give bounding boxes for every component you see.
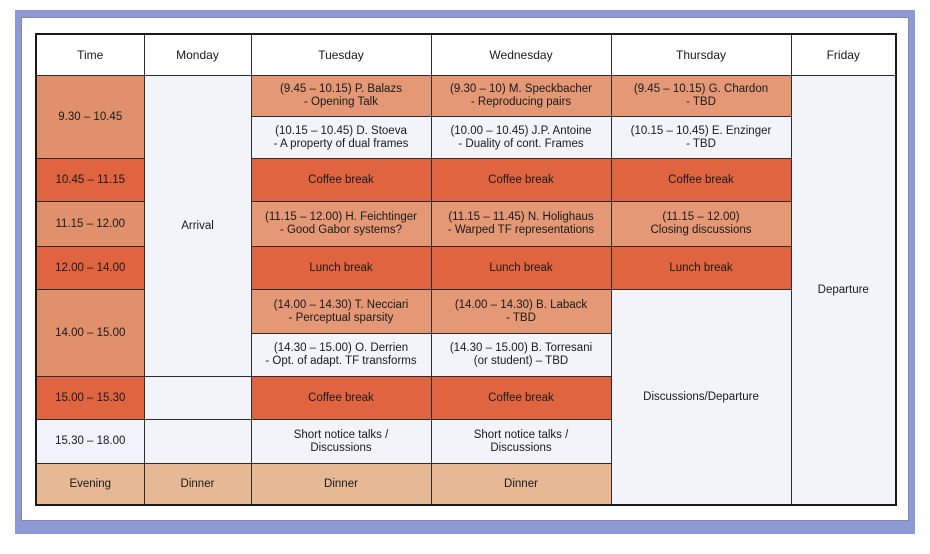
monday-dinner: Dinner	[144, 464, 251, 506]
talk-line: (11.15 – 12.00)	[662, 211, 740, 223]
wednesday-coffee-2: Coffee break	[431, 377, 611, 420]
wednesday-dinner: Dinner	[431, 464, 611, 506]
wednesday-coffee-1: Coffee break	[431, 159, 611, 202]
tuesday-coffee-2: Coffee break	[251, 377, 431, 420]
thursday-lunch: Lunch break	[611, 247, 791, 290]
header-tuesday: Tuesday	[251, 34, 431, 76]
talk-line: (11.15 – 11.45) N. Holighaus	[448, 211, 594, 223]
tuesday-lunch: Lunch break	[251, 247, 431, 290]
monday-blank	[144, 377, 251, 420]
talk-line: Discussions	[310, 441, 372, 454]
talk-line: Short notice talks /	[473, 428, 569, 441]
wednesday-talk-5	[431, 334, 611, 377]
talk-line: - TBD	[686, 96, 716, 108]
friday-departure: Departure	[791, 76, 896, 506]
tuesday-coffee-1: Coffee break	[251, 159, 431, 202]
header-wednesday: Wednesday	[431, 34, 611, 76]
talk-line: Discussions	[490, 441, 552, 454]
talk-line: (10.00 – 10.45) J.P. Antoine	[450, 124, 592, 137]
time-slot-7: 15.30 – 18.00	[36, 420, 144, 464]
header-thursday: Thursday	[611, 34, 791, 76]
talk-line: - Warped TF representations	[447, 224, 595, 236]
thursday-talk-1	[611, 76, 791, 117]
time-slot-5: 14.00 – 15.00	[36, 290, 144, 377]
header-friday: Friday	[791, 34, 896, 76]
talk-line: - Good Gabor systems?	[279, 224, 403, 236]
wednesday-talk-4	[431, 290, 611, 334]
talk-line: Closing discussions	[650, 224, 752, 236]
talk-line: (9.30 – 10) M. Speckbacher	[450, 83, 592, 95]
table-row	[36, 76, 896, 117]
wednesday-talk-2	[431, 117, 611, 159]
tuesday-talk-1	[251, 76, 431, 117]
talk-line: - Perceptual sparsity	[288, 311, 394, 324]
talk-line: (11.15 – 12.00) H. Feichtinger	[265, 211, 417, 223]
time-slot-6: 15.00 – 15.30	[36, 377, 144, 420]
time-slot-1: 9.30 – 10.45	[36, 76, 144, 159]
talk-line: - TBD	[506, 311, 536, 324]
tuesday-talk-2	[251, 117, 431, 159]
talk-line: - Duality of cont. Frames	[458, 137, 584, 150]
wednesday-talk-3	[431, 202, 611, 247]
schedule-table	[35, 33, 897, 506]
talk-line: - Opt. of adapt. TF transforms	[265, 355, 417, 367]
talk-line: (14.00 – 14.30) B. Laback	[454, 298, 588, 311]
thursday-coffee-1: Coffee break	[611, 159, 791, 202]
monday-arrival: Arrival	[144, 76, 251, 377]
header-time: Time	[36, 34, 144, 76]
time-slot-4: 12.00 – 14.00	[36, 247, 144, 290]
talk-line: - TBD	[686, 137, 716, 150]
wednesday-short-notice	[431, 420, 611, 464]
talk-line: (9.45 – 10.15) P. Balazs	[280, 83, 402, 95]
tuesday-short-notice	[251, 420, 431, 464]
talk-line: - A property of dual frames	[273, 137, 409, 150]
time-slot-2: 10.45 – 11.15	[36, 159, 144, 202]
tuesday-dinner: Dinner	[251, 464, 431, 506]
header-monday: Monday	[144, 34, 251, 76]
time-slot-3: 11.15 – 12.00	[36, 202, 144, 247]
talk-line: (10.15 – 10.45) E. Enzinger	[630, 124, 772, 137]
tuesday-talk-3	[251, 202, 431, 247]
talk-line: (9.45 – 10.15) G. Chardon	[633, 83, 769, 95]
time-slot-8: Evening	[36, 464, 144, 506]
wednesday-talk-1	[431, 76, 611, 117]
talk-line: (10.15 – 10.45) D. Stoeva	[275, 124, 407, 137]
schedule-sheet	[21, 17, 909, 521]
header-row	[36, 34, 896, 76]
talk-line: Short notice talks /	[293, 428, 389, 441]
talk-line: - Opening Talk	[304, 96, 378, 108]
monday-blank	[144, 420, 251, 464]
tuesday-talk-5	[251, 334, 431, 377]
thursday-talk-2	[611, 117, 791, 159]
talk-line: (14.30 – 15.00) O. Derrien	[273, 342, 409, 354]
outer-frame	[15, 10, 915, 534]
tuesday-talk-4	[251, 290, 431, 334]
talk-line: - Reproducing pairs	[470, 96, 572, 108]
talk-line: (14.30 – 15.00) B. Torresani	[449, 342, 593, 354]
thursday-discussions: Discussions/Departure	[611, 290, 791, 506]
talk-line: (14.00 – 14.30) T. Necciari	[273, 298, 409, 311]
wednesday-lunch: Lunch break	[431, 247, 611, 290]
thursday-talk-3	[611, 202, 791, 247]
talk-line: (or student) – TBD	[473, 355, 569, 367]
